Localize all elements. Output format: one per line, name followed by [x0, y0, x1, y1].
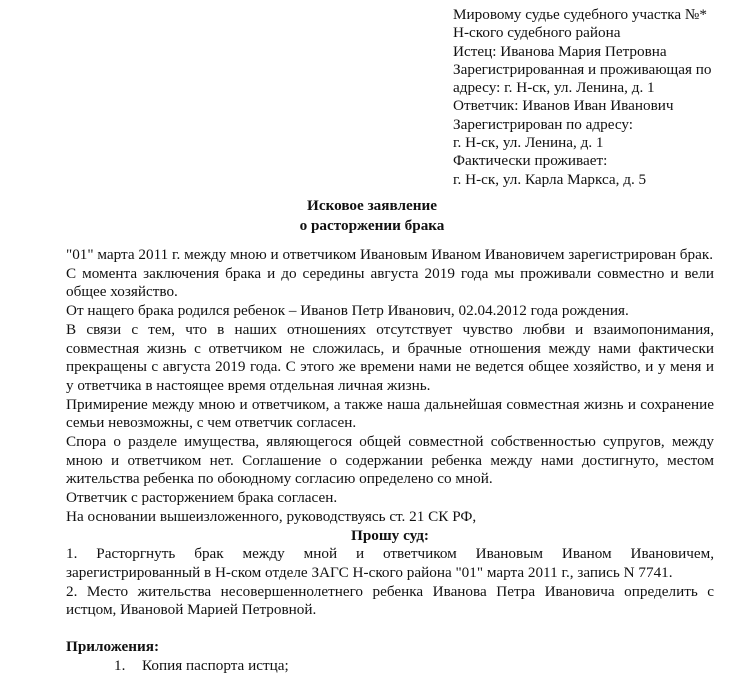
- header-line-actual-residence-label: Фактически проживает:: [453, 152, 608, 170]
- header-line-district: Н-ского судебного района: [453, 24, 621, 42]
- request-title: Прошу суд:: [351, 526, 429, 544]
- header-line-defendant-address: г. Н-ск, ул. Ленина, д. 1: [453, 134, 604, 152]
- addressee-block: [453, 6, 738, 189]
- paragraph-relationship: В связи с тем, что в наших отношениях отсутствует чувство любви и взаимопонимания, совместная жизнь с ответчиком не сложилась, и брачные отношения между нами фактически прекращены с августа 2019 года. С этого же времени нами не ведется общее хозяйство, и у меня и у ответчика в настоящее время отдельная личная жизнь.: [66, 320, 714, 394]
- spacer: [66, 620, 714, 638]
- attachment-text: Копия паспорта истца;: [142, 656, 289, 674]
- request-item-1: 1. Расторгнуть брак между мной и ответчиком Ивановым Иваном Ивановичем, зарегистрированный в Н-ском отделе ЗАГС Н-ского района "01" марта 2011 г., запись N 7741.: [66, 545, 714, 581]
- header-line-plaintiff-registration: Зарегистрированная и проживающая по: [453, 60, 712, 78]
- header-line-actual-residence: г. Н-ск, ул. Карла Маркса, д. 5: [453, 170, 647, 188]
- paragraph-consent: Ответчик с расторжением брака согласен.: [66, 489, 338, 507]
- paragraph-marriage: "01" марта 2011 г. между мною и ответчиком Ивановым Иваном Ивановичем зарегистрирован брак.: [66, 246, 714, 263]
- attachments-title: Приложения:: [66, 638, 160, 656]
- header-line-defendant: Ответчик: Иванов Иван Иванович: [453, 97, 674, 115]
- document-title: [0, 196, 744, 236]
- paragraph-property: Спора о разделе имущества, являющегося общей совместной собственностью супругов, между мною и ответчиком нет. Соглашение о содержании ребенка между нами достигнуто, местом жительства ребенка по обоюдному согласию определено со мной.: [66, 433, 714, 488]
- request-item-2: 2. Место жительства несовершеннолетнего ребенка Иванова Петра Ивановича определить с истцом, Ивановой Марией Петровной.: [66, 582, 714, 619]
- document-title-line2: о расторжении брака: [299, 217, 445, 234]
- header-line-plaintiff: Истец: Иванова Мария Петровна: [453, 42, 667, 60]
- header-line-defendant-registration: Зарегистрирован по адресу:: [453, 115, 634, 133]
- header-line-court: Мировому судье судебного участка №*: [453, 6, 708, 23]
- document-body: [66, 246, 714, 675]
- paragraph-cohabitation: С момента заключения брака и до середины августа 2019 года мы проживали совместно и вели общее хозяйство.: [66, 264, 714, 301]
- paragraph-child: От нащего брака родился ребенок – Иванов Петр Иванович, 02.04.2012 года рождения.: [66, 302, 629, 320]
- attachment-item: [66, 657, 714, 675]
- header-line-plaintiff-address: адресу: г. Н-ск, ул. Ленина, д. 1: [453, 79, 655, 97]
- document-title-line1: Исковое заявление: [307, 197, 437, 214]
- attachment-number: 1.: [114, 656, 126, 674]
- paragraph-reconciliation: Примирение между мною и ответчиком, а также наша дальнейшая совместная жизнь и сохранение семьи невозможны, с чем ответчик согласен.: [66, 395, 714, 432]
- paragraph-basis: На основании вышеизложенного, руководствуясь ст. 21 СК РФ,: [66, 507, 477, 525]
